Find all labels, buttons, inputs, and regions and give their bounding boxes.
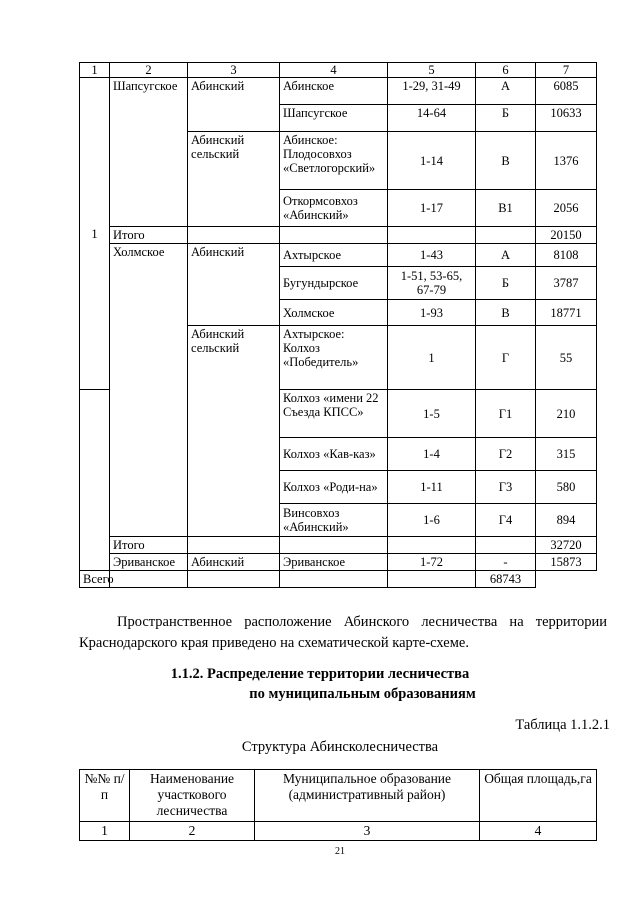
table-row bbox=[80, 78, 597, 105]
place-name: Ахтырское: Колхоз «Победитель» bbox=[280, 326, 388, 390]
forestry-name: Эриванское bbox=[110, 554, 188, 571]
forest-areas-table bbox=[79, 62, 597, 588]
column-header: 7 bbox=[536, 63, 597, 78]
plot-letter: В1 bbox=[476, 190, 536, 227]
column-header: №№ п/п bbox=[80, 770, 130, 822]
district-name: Абинский сельский bbox=[188, 326, 280, 537]
column-number: 2 bbox=[130, 822, 255, 841]
plot-letter: Г bbox=[476, 326, 536, 390]
body-paragraph: Пространственное расположение Абинского лесничества на территории Краснодарского края приведено на схематической карте-схеме. bbox=[79, 614, 607, 651]
block-numbers: 1 bbox=[388, 326, 476, 390]
column-header: 2 bbox=[110, 63, 188, 78]
place-name: Винсовхоз «Абинский» bbox=[280, 504, 388, 537]
place-name: Абинское bbox=[280, 78, 388, 105]
place-name: Бугундырское bbox=[280, 267, 388, 300]
district-name: Абинский bbox=[188, 554, 280, 571]
column-header: 4 bbox=[280, 63, 388, 78]
area-value: 55 bbox=[536, 326, 597, 390]
district-name: Абинский bbox=[188, 244, 280, 326]
block-numbers: 1-43 bbox=[388, 244, 476, 267]
row-number: 1 bbox=[80, 78, 110, 390]
structure-table bbox=[79, 769, 597, 841]
column-header: 3 bbox=[188, 63, 280, 78]
district-name: Абинский bbox=[188, 78, 280, 132]
grand-total-label: Всего bbox=[80, 571, 110, 588]
forestry-name: Холмское bbox=[110, 244, 188, 537]
column-number: 4 bbox=[480, 822, 597, 841]
block-numbers: 1-29, 31-49 bbox=[388, 78, 476, 105]
table-row bbox=[80, 822, 597, 841]
plot-letter: Б bbox=[476, 267, 536, 300]
area-value: 10633 bbox=[536, 105, 597, 132]
place-name: Откормсовхоз «Абинский» bbox=[280, 190, 388, 227]
area-value: 15873 bbox=[536, 554, 597, 571]
table-row bbox=[80, 537, 597, 554]
table-row bbox=[80, 571, 597, 588]
page-number: 21 bbox=[335, 846, 345, 857]
table-row bbox=[80, 554, 597, 571]
block-numbers: 1-11 bbox=[388, 471, 476, 504]
plot-letter: В bbox=[476, 132, 536, 190]
place-name: Ахтырское bbox=[280, 244, 388, 267]
place-name: Эриванское bbox=[280, 554, 388, 571]
table-header-row bbox=[80, 770, 597, 822]
block-numbers: 1-6 bbox=[388, 504, 476, 537]
column-header: 1 bbox=[80, 63, 110, 78]
place-name: Холмское bbox=[280, 300, 388, 326]
table-header-row bbox=[80, 63, 597, 78]
place-name: Абинское: Плодосовхоз «Светлогорский» bbox=[280, 132, 388, 190]
plot-letter: Б bbox=[476, 105, 536, 132]
block-numbers: 1-14 bbox=[388, 132, 476, 190]
block-numbers: 1-17 bbox=[388, 190, 476, 227]
block-numbers: 1-4 bbox=[388, 438, 476, 471]
column-number: 1 bbox=[80, 822, 130, 841]
plot-letter: Г3 bbox=[476, 471, 536, 504]
block-numbers: 1-5 bbox=[388, 390, 476, 438]
area-value: 3787 bbox=[536, 267, 597, 300]
subtotal-value: 20150 bbox=[536, 227, 597, 244]
area-value: 8108 bbox=[536, 244, 597, 267]
area-value: 6085 bbox=[536, 78, 597, 105]
table-number: Таблица 1.1.2.1 bbox=[515, 717, 610, 733]
area-value: 1376 bbox=[536, 132, 597, 190]
district-name: Абинский сельский bbox=[188, 132, 280, 227]
grand-total-value: 68743 bbox=[476, 571, 536, 588]
area-value: 315 bbox=[536, 438, 597, 471]
column-header: Наименование участкового лесничества bbox=[130, 770, 255, 822]
forestry-name: Шапсугское bbox=[110, 78, 188, 227]
plot-letter: Г1 bbox=[476, 390, 536, 438]
column-header: 5 bbox=[388, 63, 476, 78]
plot-letter: А bbox=[476, 244, 536, 267]
area-value: 2056 bbox=[536, 190, 597, 227]
block-numbers: 1-72 bbox=[388, 554, 476, 571]
table-title: Структура Абинсколесничества bbox=[241, 739, 439, 755]
column-header: Общая площадь,га bbox=[480, 770, 597, 822]
area-value: 580 bbox=[536, 471, 597, 504]
area-value: 894 bbox=[536, 504, 597, 537]
plot-letter: В bbox=[476, 300, 536, 326]
column-header: 6 bbox=[476, 63, 536, 78]
table-row bbox=[80, 244, 597, 267]
area-value: 18771 bbox=[536, 300, 597, 326]
block-numbers: 14-64 bbox=[388, 105, 476, 132]
column-header: Муниципальное образование (административный район) bbox=[255, 770, 480, 822]
place-name: Колхоз «Роди-на» bbox=[280, 471, 388, 504]
subtotal-label: Итого bbox=[110, 227, 188, 244]
section-heading-line2: по муниципальным образованиям bbox=[249, 686, 476, 702]
plot-letter: Г4 bbox=[476, 504, 536, 537]
plot-letter: А bbox=[476, 78, 536, 105]
plot-letter: Г2 bbox=[476, 438, 536, 471]
table-row bbox=[80, 227, 597, 244]
place-name: Шапсугское bbox=[280, 105, 388, 132]
plot-letter: - bbox=[476, 554, 536, 571]
area-value: 210 bbox=[536, 390, 597, 438]
section-heading-line1: 1.1.2. Распределение территории лесничества bbox=[170, 666, 470, 682]
block-numbers: 1-93 bbox=[388, 300, 476, 326]
place-name: Колхоз «Кав-каз» bbox=[280, 438, 388, 471]
place-name: Колхоз «имени 22 Съезда КПСС» bbox=[280, 390, 388, 438]
subtotal-label: Итого bbox=[110, 537, 188, 554]
column-number: 3 bbox=[255, 822, 480, 841]
block-numbers: 1-51, 53-65, 67-79 bbox=[388, 267, 476, 300]
subtotal-value: 32720 bbox=[536, 537, 597, 554]
